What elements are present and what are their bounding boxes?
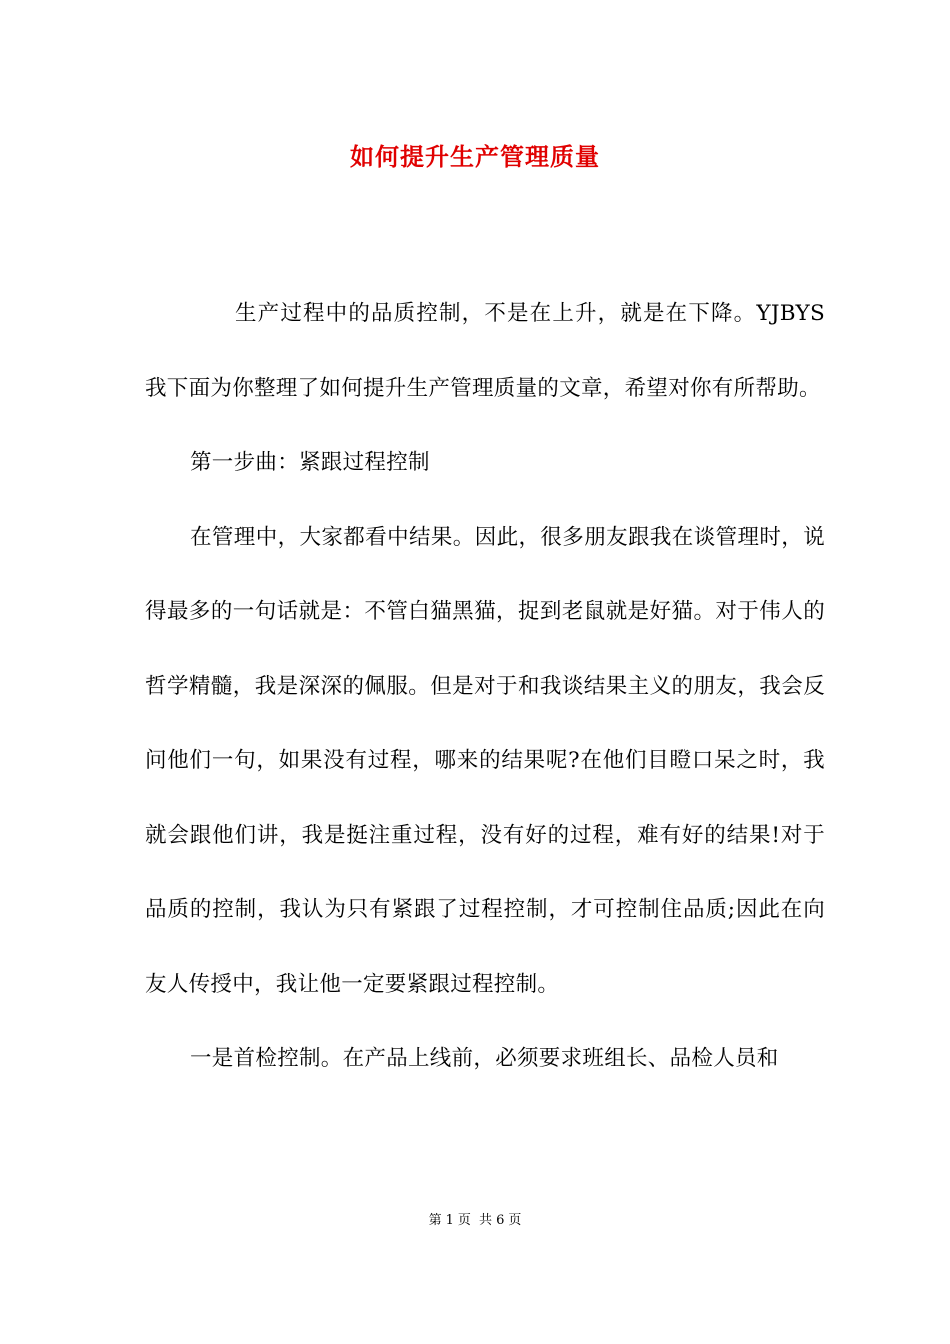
page-footer [0,1209,950,1228]
page-label-mid: 页 共 [457,1213,493,1228]
section-heading: 第一步曲：紧跟过程控制 [190,450,430,475]
body-paragraph: 一是首检控制。在产品上线前，必须要求班组长、品检人员和 [190,1046,779,1071]
document-body [145,277,825,1097]
page-label-suffix: 页 [508,1213,522,1228]
intro-paragraph: 生产过程中的品质控制，不是在上升，就是在下降。YJBYS我下面为你整理了如何提升生产管理质量的文章，希望对你有所帮助。 [145,301,825,401]
page-label-prefix: 第 [428,1213,442,1228]
body-paragraph: 在管理中，大家都看中结果。因此，很多朋友跟我在谈管理时，说得最多的一句话就是：不管白猫黑猫，捉到老鼠就是好猫。对于伟人的哲学精髓，我是深深的佩服。但是对于和我谈结果主义的朋友，我会反问他们一句，如果没有过程，哪来的结果呢?在他们目瞪口呆之时，我就会跟他们讲，我是挺注重过程，没有好的过程，难有好的结果!对于品质的控制，我认为只有紧跟了过程控制，才可控制住品质;因此在向友人传授中，我让他一定要紧跟过程控制。 [145,524,825,997]
total-pages-number: 6 [496,1213,505,1228]
document-title: 如何提升生产管理质量 [350,142,600,171]
current-page-number: 1 [445,1213,454,1228]
